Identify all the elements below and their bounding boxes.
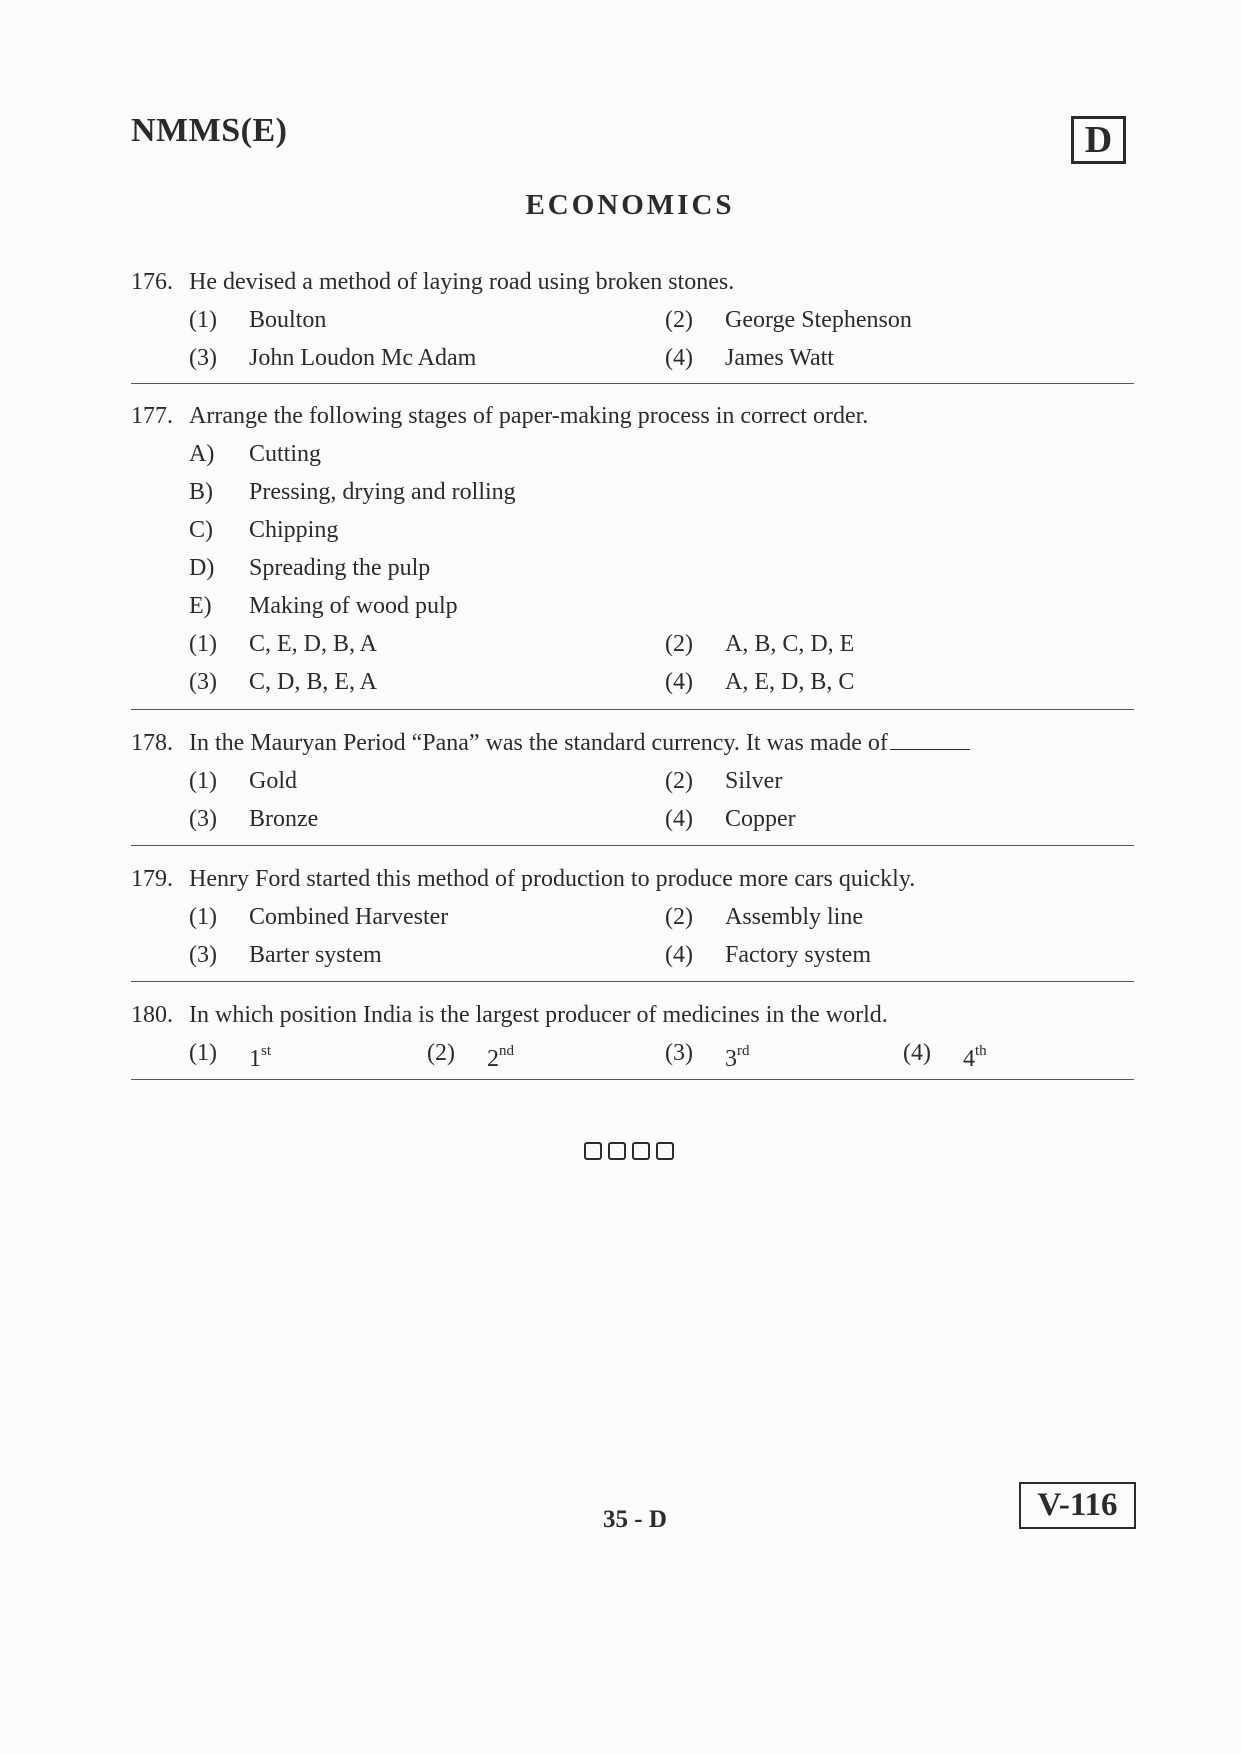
question-divider bbox=[131, 709, 1134, 710]
option-label: (1) bbox=[189, 904, 217, 930]
option-2 bbox=[665, 762, 1095, 800]
end-of-section-marks bbox=[584, 1142, 674, 1160]
options bbox=[189, 898, 1134, 974]
question-number: 178. bbox=[131, 730, 173, 756]
question-177 bbox=[131, 397, 1134, 701]
option-text: James Watt bbox=[725, 345, 834, 371]
question-176 bbox=[131, 263, 1134, 377]
set-code-box: D bbox=[1071, 116, 1126, 164]
stage-label: E) bbox=[189, 593, 212, 619]
option-4 bbox=[665, 800, 1095, 838]
option-4 bbox=[665, 339, 1095, 377]
question-number: 180. bbox=[131, 1002, 173, 1028]
option-label: (1) bbox=[189, 631, 217, 657]
stage-label: D) bbox=[189, 555, 215, 581]
option-text: Combined Harvester bbox=[249, 904, 449, 930]
options bbox=[189, 1034, 1134, 1078]
option-4 bbox=[903, 1034, 1141, 1078]
option-3 bbox=[189, 936, 665, 974]
option-label: (2) bbox=[665, 768, 693, 794]
option-label: (4) bbox=[903, 1040, 931, 1066]
stage-label: C) bbox=[189, 517, 213, 543]
square-icon bbox=[632, 1142, 650, 1160]
option-text: John Loudon Mc Adam bbox=[249, 345, 477, 371]
option-1 bbox=[189, 898, 665, 936]
question-180 bbox=[131, 996, 1134, 1078]
page-number: 35 - D bbox=[603, 1506, 667, 1533]
stage-item bbox=[189, 587, 1134, 625]
question-number: 177. bbox=[131, 403, 173, 429]
option-text: Assembly line bbox=[725, 904, 863, 930]
stage-label: A) bbox=[189, 441, 215, 467]
option-label: (3) bbox=[189, 345, 217, 371]
option-label: (2) bbox=[427, 1040, 455, 1066]
question-178 bbox=[131, 724, 1134, 838]
square-icon bbox=[608, 1142, 626, 1160]
option-1 bbox=[189, 625, 665, 663]
question-divider bbox=[131, 383, 1134, 384]
option-label: (4) bbox=[665, 806, 693, 832]
option-3 bbox=[189, 800, 665, 838]
option-label: (4) bbox=[665, 669, 693, 695]
option-3 bbox=[189, 663, 665, 701]
option-text: A, B, C, D, E bbox=[725, 631, 855, 657]
option-label: (3) bbox=[189, 942, 217, 968]
subject-heading: ECONOMICS bbox=[525, 189, 735, 221]
option-label: (3) bbox=[189, 806, 217, 832]
option-label: (3) bbox=[665, 1040, 693, 1066]
option-text: Barter system bbox=[249, 942, 382, 968]
options bbox=[189, 762, 1134, 838]
stage-text: Making of wood pulp bbox=[249, 593, 458, 619]
option-3 bbox=[189, 339, 665, 377]
question-number: 179. bbox=[131, 866, 173, 892]
question-text: In which position India is the largest producer of medicines in the world. bbox=[189, 1002, 888, 1028]
stage-label: B) bbox=[189, 479, 213, 505]
option-2 bbox=[665, 898, 1095, 936]
question-text: He devised a method of laying road using broken stones. bbox=[189, 269, 735, 295]
option-text: 4th bbox=[963, 1043, 987, 1072]
stage-item bbox=[189, 511, 1134, 549]
question-179 bbox=[131, 860, 1134, 974]
option-text: C, E, D, B, A bbox=[249, 631, 378, 657]
option-text: Copper bbox=[725, 806, 796, 832]
options bbox=[189, 625, 1134, 701]
option-label: (2) bbox=[665, 307, 693, 333]
stage-text: Cutting bbox=[249, 441, 322, 467]
question-divider bbox=[131, 1079, 1134, 1080]
stage-text: Pressing, drying and rolling bbox=[249, 479, 516, 505]
option-4 bbox=[665, 936, 1095, 974]
question-text: In the Mauryan Period “Pana” was the standard currency. It was made of bbox=[189, 730, 888, 756]
stage-text: Spreading the pulp bbox=[249, 555, 431, 581]
option-2 bbox=[665, 301, 1095, 339]
question-number: 176. bbox=[131, 269, 173, 295]
option-text: C, D, B, E, A bbox=[249, 669, 378, 695]
stage-item bbox=[189, 549, 1134, 587]
option-3 bbox=[665, 1034, 903, 1078]
option-text: Factory system bbox=[725, 942, 871, 968]
exam-title: NMMS(E) bbox=[131, 112, 288, 149]
option-1 bbox=[189, 1034, 427, 1078]
stage-text: Chipping bbox=[249, 517, 339, 543]
question-text: Arrange the following stages of paper-making process in correct order. bbox=[189, 403, 869, 429]
option-label: (2) bbox=[665, 904, 693, 930]
question-text: Henry Ford started this method of production to produce more cars quickly. bbox=[189, 866, 916, 892]
option-4 bbox=[665, 663, 1095, 701]
option-text: A, E, D, B, C bbox=[725, 669, 855, 695]
option-text: George Stephenson bbox=[725, 307, 912, 333]
option-label: (3) bbox=[189, 669, 217, 695]
option-label: (4) bbox=[665, 942, 693, 968]
option-label: (4) bbox=[665, 345, 693, 371]
option-2 bbox=[427, 1034, 665, 1078]
question-divider bbox=[131, 981, 1134, 982]
answer-blank bbox=[890, 749, 970, 750]
option-2 bbox=[665, 625, 1095, 663]
option-text: Bronze bbox=[249, 806, 319, 832]
option-text: 3rd bbox=[725, 1043, 750, 1072]
option-1 bbox=[189, 762, 665, 800]
booklet-code-box: V-116 bbox=[1019, 1482, 1136, 1529]
options bbox=[189, 301, 1134, 377]
stage-item bbox=[189, 473, 1134, 511]
stage-item bbox=[189, 435, 1134, 473]
option-text: 1st bbox=[249, 1043, 272, 1072]
option-label: (1) bbox=[189, 1040, 217, 1066]
question-divider bbox=[131, 845, 1134, 846]
option-text: Boulton bbox=[249, 307, 327, 333]
option-label: (1) bbox=[189, 768, 217, 794]
stage-list bbox=[189, 435, 1134, 625]
square-icon bbox=[656, 1142, 674, 1160]
option-label: (2) bbox=[665, 631, 693, 657]
option-text: 2nd bbox=[487, 1043, 514, 1072]
option-text: Silver bbox=[725, 768, 783, 794]
option-1 bbox=[189, 301, 665, 339]
option-label: (1) bbox=[189, 307, 217, 333]
option-text: Gold bbox=[249, 768, 297, 794]
square-icon bbox=[584, 1142, 602, 1160]
